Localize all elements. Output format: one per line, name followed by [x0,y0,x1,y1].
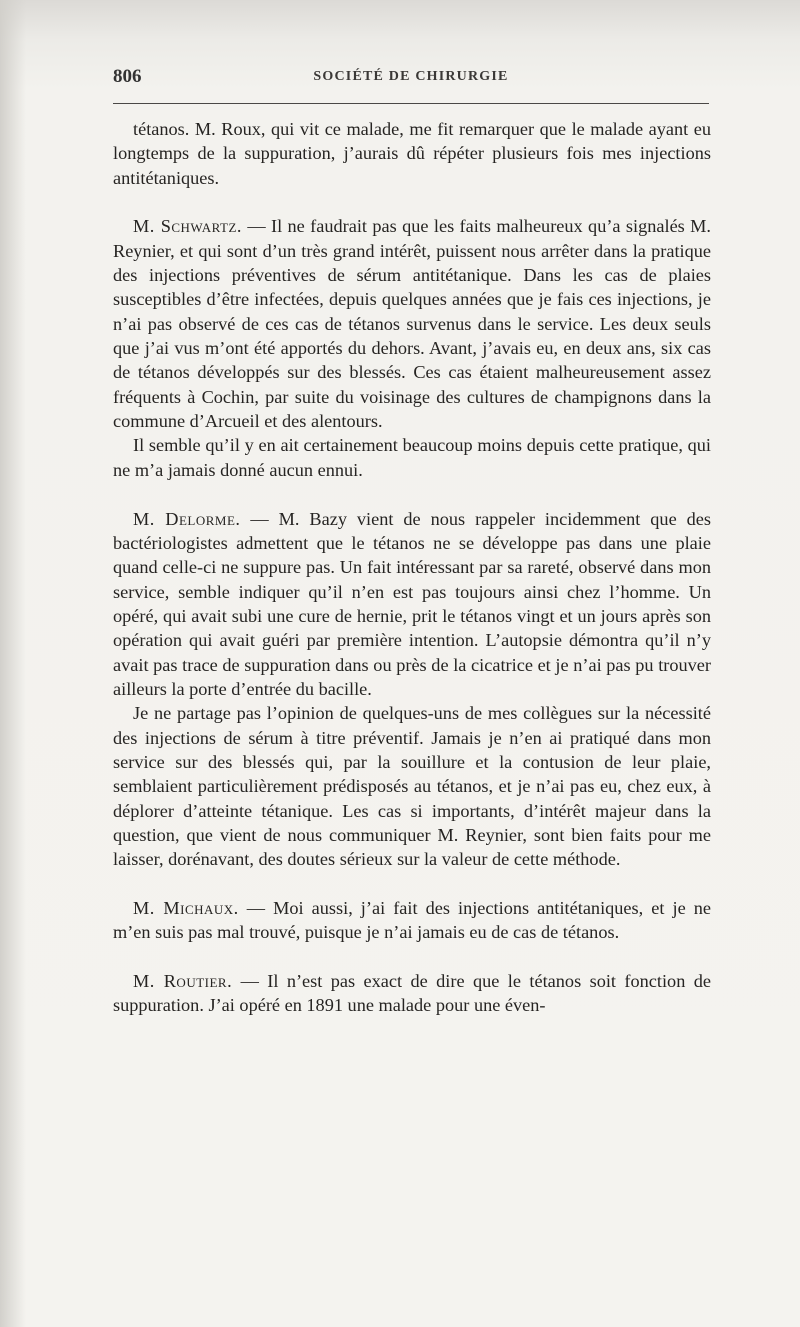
paragraph-text: tétanos. M. Roux, qui vit ce malade, me fit remarquer que le malade ayant eu longtemps de la suppuration, j’aurais dû répéter plusieurs fois mes injections antitétaniques. [113,119,711,188]
paragraph-text: — Il n’est pas exact de dire que le tétanos soit fonction de suppuration. J’ai opéré en 1891 une malade pour une éven- [113,971,711,1016]
page-number: 806 [113,66,142,87]
paragraph-text: — Il ne faudrait pas que les faits malheureux qu’a signalés M. Reynier, et qui sont d’un très grand intérêt, puissent nous arrêter dans la pratique des injections préventives de sérum antitétanique. Dans les cas de plaies susceptibles d’être infectées, depuis quelques années que je fais ces injections, je n’ai pas observé de ces cas de tétanos survenus dans le service. Les deux seuls que j’ai vus m’ont été apportés du dehors. Avant, j’avais eu, en deux ans, six cas de tétanos développés sur des blessés. Ces cas étaient malheureusement assez fréquents à Cochin, par suite du voisinage des cultures de champignons dans la commune d’Arcueil et des alentours. [113,216,711,432]
running-head: SOCIÉTÉ DE CHIRURGIE [313,69,509,84]
speaker-name: M. Schwartz. [133,216,242,237]
paragraph-schwartz-continued [113,433,711,482]
paragraph-roux-continuation [113,117,711,190]
page-header [113,66,709,90]
paragraph-delorme-continued [113,701,711,871]
body-text [113,117,711,1018]
paragraph-text: Je ne partage pas l’opinion de quelques-uns de mes collègues sur la nécessité des injections de sérum à titre préventif. Jamais je n’en ai pratiqué dans mon service sur des blessés qui, par la souillure et la contusion de leur plaie, semblaient particulièrement prédisposés au tétanos, et je n’ai pas eu, chez eux, à déplorer d’atteinte tétanique. Les cas si importants, d’intérêt majeur dans la question, que vient de nous communiquer M. Reynier, sont bien faits pour me laisser, dorénavant, des doutes sérieux sur la valeur de cette méthode. [113,703,711,870]
speaker-name: M. Delorme. [133,508,241,529]
paragraph-delorme [113,507,711,702]
paragraph-schwartz [113,214,711,433]
paragraph-michaux [113,896,711,945]
paragraph-text: — Moi aussi, j’ai fait des injections antitétaniques, et je ne m’en suis pas mal trouvé, puisque je n’ai jamais eu de cas de tétanos. [113,898,711,943]
speaker-name: M. Michaux. [133,898,239,918]
header-rule [113,103,709,104]
paragraph-text: Il semble qu’il y en ait certainement beaucoup moins depuis cette pratique, qui ne m’a jamais donné aucun ennui. [113,435,711,480]
scan-shadow [0,0,26,1327]
paragraph-routier [113,969,711,1018]
paragraph-text: — M. Bazy vient de nous rappeler incidemment que des bactériologistes admettent que le tétanos ne se développe pas dans une plaie quand celle-ci ne suppure pas. Un fait intéressant par sa rareté, observé dans mon service, semble indiquer qu’il n’en est pas toujours ainsi chez l’homme. Un opéré, qui avait subi une cure de hernie, prit le tétanos vingt et un jours après son opération qui avait guéri par première intention. L’autopsie démontra qu’il n’y avait pas trace de suppuration dans ou près de la cicatrice et je n’ai pas pu trouver ailleurs la porte d’entrée du bacille. [113,508,711,699]
speaker-name: M. Routier. [133,971,233,992]
